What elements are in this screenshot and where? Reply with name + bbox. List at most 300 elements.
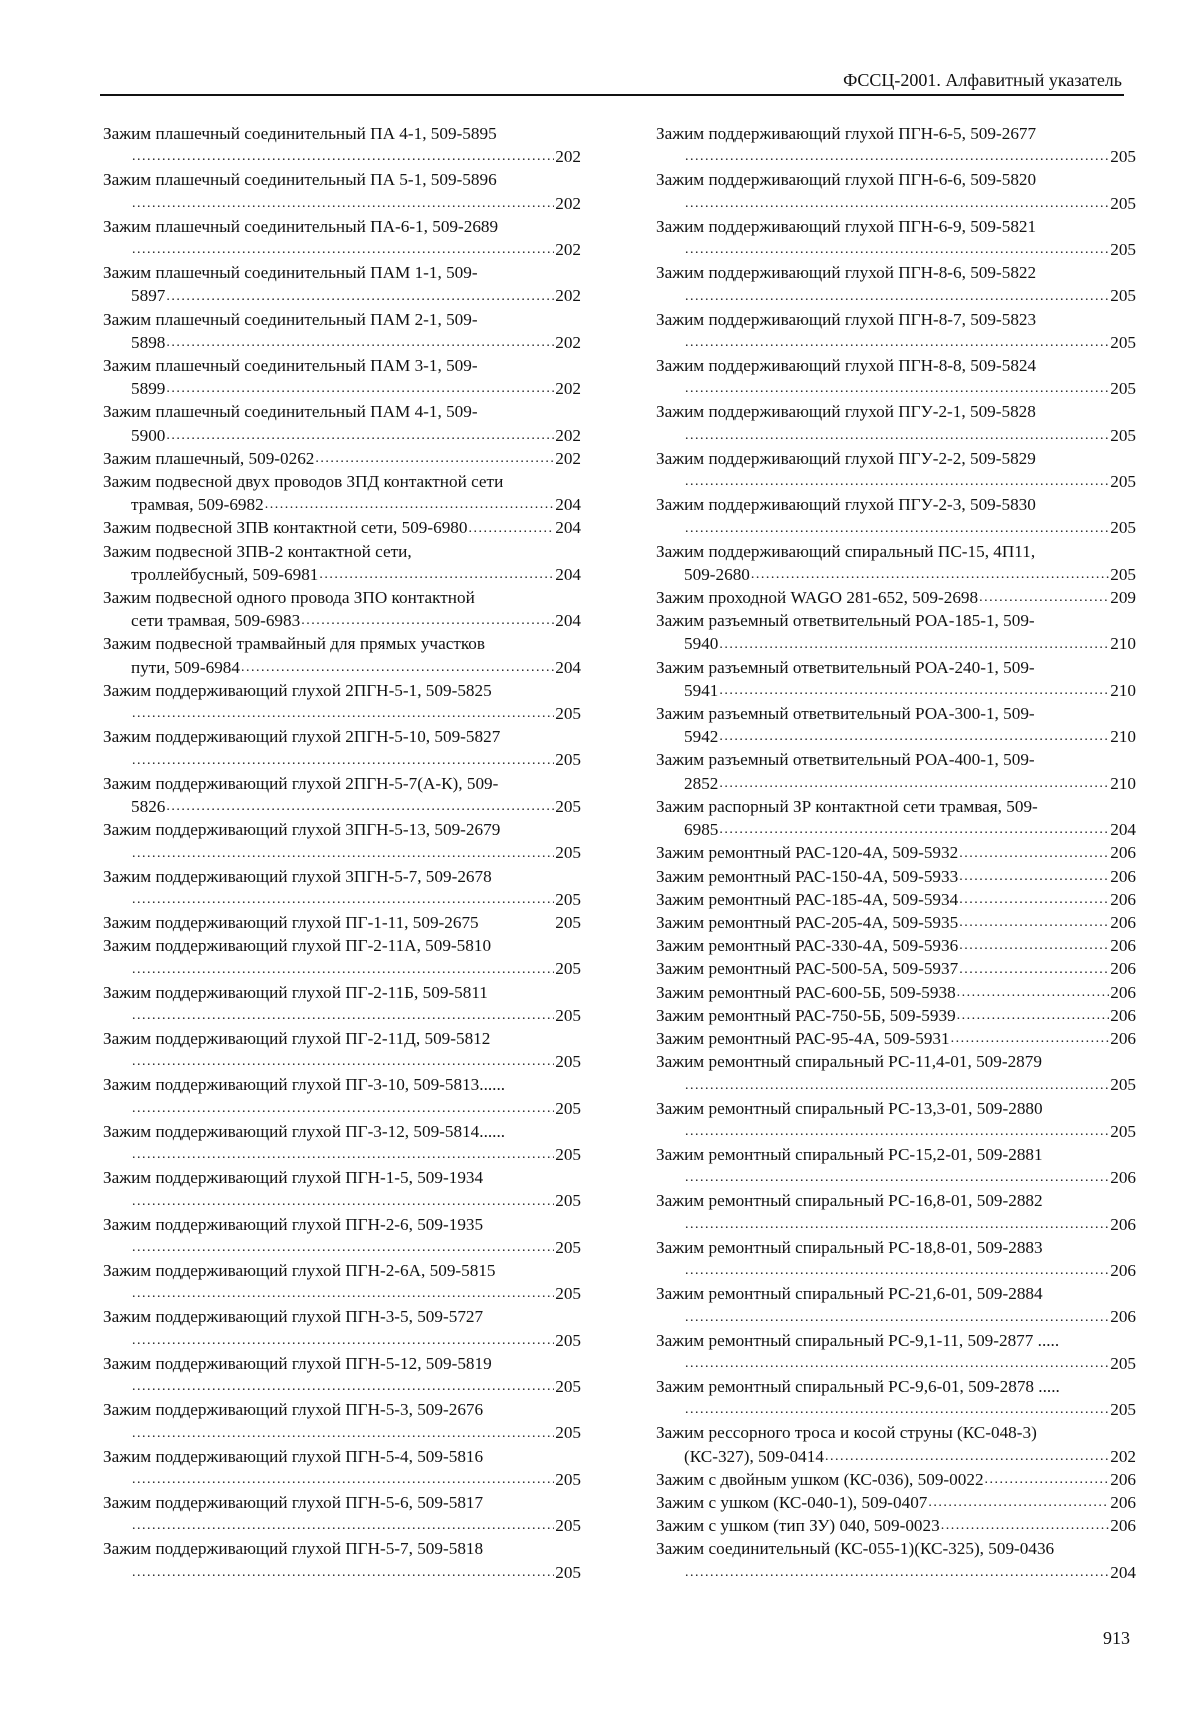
index-entry bbox=[103, 1491, 581, 1537]
entry-page: 210 bbox=[1110, 680, 1136, 700]
entry-page: 205 bbox=[555, 1516, 581, 1536]
entry-page: 206 bbox=[1110, 1214, 1136, 1234]
leader-dots bbox=[685, 1213, 1109, 1236]
entry-term: Зажим подвесной двух проводов ЗПД контактной сети bbox=[103, 472, 504, 492]
index-entry bbox=[103, 516, 581, 539]
index-entry bbox=[656, 1189, 1136, 1235]
leader-dots bbox=[132, 192, 554, 215]
entry-page: 206 bbox=[1110, 1028, 1136, 1048]
index-entry bbox=[103, 400, 581, 446]
index-entry bbox=[656, 1282, 1136, 1328]
index-entry bbox=[656, 1514, 1136, 1537]
entry-term: Зажим ремонтный РАС-120-4А, 509-5932 bbox=[656, 843, 959, 863]
entry-page: 210 bbox=[1110, 727, 1136, 747]
index-entry bbox=[103, 1445, 581, 1491]
index-entry bbox=[656, 957, 1136, 980]
entry-term: Зажим поддерживающий глухой ПГ-1-11, 509-2675 bbox=[103, 912, 479, 932]
index-entry bbox=[656, 1329, 1136, 1375]
leader-dots bbox=[685, 285, 1109, 308]
index-entry bbox=[656, 1468, 1136, 1491]
entry-page: 206 bbox=[1110, 1005, 1136, 1025]
entry-term-continued: пути, 509-6984 bbox=[131, 657, 240, 677]
index-entry bbox=[656, 400, 1136, 446]
entry-term-continued: 5940 bbox=[684, 634, 719, 654]
leader-dots bbox=[132, 749, 554, 772]
entry-page: 206 bbox=[1110, 889, 1136, 909]
entry-page: 205 bbox=[1110, 193, 1136, 213]
entry-term-continued: 5942 bbox=[684, 727, 719, 747]
entry-term: Зажим с ушком (КС-040-1), 509-0407 bbox=[656, 1492, 928, 1512]
leader-dots bbox=[132, 1004, 554, 1027]
entry-term: Зажим подвесной одного провода ЗПО контактной bbox=[103, 588, 475, 608]
entry-page: 205 bbox=[555, 750, 581, 770]
index-entry bbox=[103, 470, 581, 516]
leader-dots bbox=[132, 238, 554, 261]
entry-term-continued: сети трамвая, 509-6983 bbox=[131, 611, 301, 631]
index-entry bbox=[103, 1537, 581, 1583]
leader-dots bbox=[685, 377, 1109, 400]
index-entry bbox=[656, 1027, 1136, 1050]
leader-dots bbox=[959, 888, 1109, 911]
entry-page: 205 bbox=[1110, 240, 1136, 260]
index-entry bbox=[103, 818, 581, 864]
entry-page: 202 bbox=[555, 425, 581, 445]
leader-dots bbox=[132, 1050, 554, 1073]
entry-term: Зажим поддерживающий глухой ПГН-3-5, 509-5727 bbox=[103, 1307, 484, 1327]
entry-term: Зажим поддерживающий глухой ПГН-5-7, 509-5818 bbox=[103, 1539, 484, 1559]
index-entry bbox=[656, 656, 1136, 702]
entry-page: 205 bbox=[555, 1562, 581, 1582]
entry-page: 205 bbox=[555, 1423, 581, 1443]
entry-term: Зажим плашечный соединительный ПАМ 2-1, 509- bbox=[103, 309, 478, 329]
index-entry bbox=[103, 1352, 581, 1398]
entry-term: Зажим ремонтный РАС-185-4А, 509-5934 bbox=[656, 889, 959, 909]
entry-page: 204 bbox=[555, 657, 581, 677]
index-entry bbox=[656, 122, 1136, 168]
index-entry bbox=[103, 981, 581, 1027]
entry-page: 205 bbox=[1110, 332, 1136, 352]
entry-page: 204 bbox=[1110, 1562, 1136, 1582]
index-entry bbox=[656, 1537, 1136, 1583]
leader-dots bbox=[685, 1561, 1109, 1584]
entry-term: Зажим с ушком (тип ЗУ) 040, 509-0023 bbox=[656, 1516, 940, 1536]
entry-term: Зажим проходной WAGO 281-652, 509-2698 bbox=[656, 588, 979, 608]
entry-page: 205 bbox=[555, 704, 581, 724]
entry-page: 205 bbox=[555, 1052, 581, 1072]
leader-dots bbox=[941, 1514, 1110, 1537]
entry-term-continued: 6985 bbox=[684, 820, 719, 840]
leader-dots bbox=[719, 679, 1109, 702]
entry-page: 205 bbox=[555, 843, 581, 863]
index-entry bbox=[656, 1236, 1136, 1282]
entry-term: Зажим подвесной трамвайный для прямых участков bbox=[103, 634, 486, 654]
leader-dots bbox=[685, 1398, 1109, 1421]
header-title: ФССЦ-2001. Алфавитный указатель bbox=[843, 70, 1122, 90]
entry-page: 205 bbox=[555, 1237, 581, 1257]
leader-dots bbox=[685, 192, 1109, 215]
entry-term-continued: 5900 bbox=[131, 425, 166, 445]
entry-term: Зажим ремонтный спиральный РС-9,1-11, 509-2877 ..... bbox=[656, 1330, 1060, 1350]
leader-dots bbox=[315, 447, 554, 470]
entry-term: Зажим поддерживающий глухой ПГН-2-6А, 509-5815 bbox=[103, 1260, 496, 1280]
entry-term: Зажим поддерживающий глухой 2ПГН-5-10, 509-5827 bbox=[103, 727, 501, 747]
index-entry bbox=[103, 540, 581, 586]
leader-dots bbox=[132, 145, 554, 168]
entry-term: Зажим поддерживающий глухой ПГН-5-3, 509-2676 bbox=[103, 1400, 484, 1420]
leader-dots bbox=[959, 842, 1109, 865]
entry-page: 206 bbox=[1110, 912, 1136, 932]
index-entry bbox=[103, 725, 581, 771]
index-entry bbox=[656, 215, 1136, 261]
index-entry bbox=[656, 168, 1136, 214]
entry-page: 205 bbox=[555, 959, 581, 979]
entry-page: 205 bbox=[1110, 1075, 1136, 1095]
entry-page: 205 bbox=[1110, 518, 1136, 538]
entry-term: Зажим поддерживающий глухой ПГН-6-5, 509-2677 bbox=[656, 124, 1037, 143]
entry-page: 204 bbox=[555, 564, 581, 584]
entry-page: 202 bbox=[555, 147, 581, 167]
entry-term: Зажим соединительный (КС-055-1)(КС-325), 509-0436 bbox=[656, 1539, 1055, 1559]
index-entry bbox=[656, 1375, 1136, 1421]
leader-dots bbox=[959, 911, 1109, 934]
entry-page: 205 bbox=[555, 1098, 581, 1118]
index-entry bbox=[656, 1421, 1136, 1467]
entry-term: Зажим поддерживающий глухой ПГ-2-11Б, 509-5811 bbox=[103, 982, 488, 1002]
entry-term: Зажим поддерживающий глухой 3ПГН-5-13, 509-2679 bbox=[103, 820, 501, 840]
entry-page: 205 bbox=[1110, 286, 1136, 306]
entry-page: 202 bbox=[555, 286, 581, 306]
entry-term: Зажим плашечный соединительный ПАМ 3-1, 509- bbox=[103, 356, 478, 376]
entry-page: 205 bbox=[555, 1284, 581, 1304]
entry-term: Зажим поддерживающий глухой ПГН-8-6, 509-5822 bbox=[656, 263, 1037, 283]
index-entry bbox=[103, 1259, 581, 1305]
index-entry bbox=[656, 1491, 1136, 1514]
entry-page: 206 bbox=[1110, 843, 1136, 863]
entry-term: Зажим разъемный ответвительный РОА-400-1, 509- bbox=[656, 750, 1035, 770]
entry-term: Зажим поддерживающий глухой ПГН-6-9, 509-5821 bbox=[656, 216, 1037, 236]
index-entry bbox=[103, 261, 581, 307]
entry-page: 204 bbox=[555, 518, 581, 538]
leader-dots bbox=[951, 1027, 1110, 1050]
entry-page: 204 bbox=[1110, 820, 1136, 840]
entry-term: Зажим поддерживающий глухой ПГУ-2-2, 509-5829 bbox=[656, 448, 1036, 468]
leader-dots bbox=[166, 377, 554, 400]
index-entry bbox=[656, 1050, 1136, 1096]
leader-dots bbox=[241, 656, 554, 679]
entry-term: Зажим ремонтный спиральный РС-16,8-01, 509-2882 bbox=[656, 1191, 1043, 1211]
entry-term: Зажим ремонтный РАС-500-5А, 509-5937 bbox=[656, 959, 959, 979]
entry-term: Зажим поддерживающий глухой ПГН-5-4, 509-5816 bbox=[103, 1446, 484, 1466]
leader-dots bbox=[132, 1236, 554, 1259]
leader-dots bbox=[132, 958, 554, 981]
leader-dots bbox=[685, 145, 1109, 168]
index-entry bbox=[103, 865, 581, 911]
leader-dots bbox=[957, 1004, 1110, 1027]
leader-dots bbox=[719, 772, 1109, 795]
entry-page: 205 bbox=[1110, 425, 1136, 445]
entry-term: Зажим плашечный соединительный ПА-6-1, 509-2689 bbox=[103, 216, 499, 236]
entry-page: 205 bbox=[1110, 147, 1136, 167]
entry-term: Зажим поддерживающий глухой ПГН-5-12, 509-5819 bbox=[103, 1353, 492, 1373]
index-entry bbox=[103, 447, 581, 470]
index-entry bbox=[656, 540, 1136, 586]
entry-page: 210 bbox=[1110, 773, 1136, 793]
entry-page: 205 bbox=[555, 1469, 581, 1489]
entry-page: 206 bbox=[1110, 1516, 1136, 1536]
entry-page: 204 bbox=[555, 495, 581, 515]
entry-term: Зажим ремонтный РАС-330-4А, 509-5936 bbox=[656, 936, 959, 956]
index-entry bbox=[656, 586, 1136, 609]
leader-dots bbox=[685, 1306, 1109, 1329]
entry-term: Зажим поддерживающий глухой ПГУ-2-3, 509-5830 bbox=[656, 495, 1036, 515]
entry-term: Зажим поддерживающий глухой ПГН-5-6, 509-5817 bbox=[103, 1492, 484, 1512]
leader-dots bbox=[469, 517, 555, 540]
leader-dots bbox=[719, 633, 1109, 656]
index-entry bbox=[103, 1398, 581, 1444]
leader-dots bbox=[265, 493, 555, 516]
entry-term-continued: 5897 bbox=[131, 286, 166, 306]
entry-term: Зажим ремонтный РАС-600-5Б, 509-5938 bbox=[656, 982, 956, 1002]
index-entry bbox=[656, 865, 1136, 888]
index-entry bbox=[656, 261, 1136, 307]
index-entry bbox=[103, 215, 581, 261]
entry-page: 205 bbox=[555, 1191, 581, 1211]
entry-term: Зажим ремонтный спиральный РС-15,2-01, 509-2881 bbox=[656, 1144, 1043, 1164]
leader-dots bbox=[685, 1120, 1109, 1143]
entry-term-continued: 5898 bbox=[131, 332, 166, 352]
leader-dots bbox=[166, 795, 554, 818]
index-entry bbox=[656, 493, 1136, 539]
leader-dots bbox=[685, 517, 1109, 540]
entry-term: Зажим поддерживающий глухой ПГН-2-6, 509-1935 bbox=[103, 1214, 484, 1234]
entry-term: Зажим ремонтный спиральный РС-13,3-01, 509-2880 bbox=[656, 1098, 1043, 1118]
entry-term: Зажим ремонтный РАС-205-4А, 509-5935 bbox=[656, 912, 959, 932]
entry-page: 206 bbox=[1110, 982, 1136, 1002]
page-number: 913 bbox=[1103, 1628, 1130, 1648]
index-entry bbox=[656, 888, 1136, 911]
entry-page: 206 bbox=[1110, 1260, 1136, 1280]
entry-term: Зажим с двойным ушком (КС-036), 509-0022 bbox=[656, 1469, 984, 1489]
entry-term: Зажим поддерживающий глухой 3ПГН-5-7, 509-2678 bbox=[103, 866, 492, 886]
entry-term: Зажим поддерживающий глухой ПГН-6-6, 509-5820 bbox=[656, 170, 1037, 190]
entry-term: Зажим поддерживающий глухой ПГ-3-10, 509-5813...... bbox=[103, 1075, 506, 1095]
index-entry bbox=[656, 1004, 1136, 1027]
entry-page: 205 bbox=[555, 1005, 581, 1025]
leader-dots bbox=[166, 424, 554, 447]
leader-dots bbox=[685, 470, 1109, 493]
index-entry bbox=[656, 354, 1136, 400]
entry-page: 206 bbox=[1110, 866, 1136, 886]
entry-term: Зажим поддерживающий глухой ПГН-8-7, 509-5823 bbox=[656, 309, 1037, 329]
entry-term-continued: трамвая, 509-6982 bbox=[131, 495, 264, 515]
entry-term: Зажим разъемный ответвительный РОА-240-1, 509- bbox=[656, 657, 1035, 677]
leader-dots bbox=[132, 1375, 554, 1398]
index-entry bbox=[656, 981, 1136, 1004]
index-entry bbox=[656, 1143, 1136, 1189]
entry-term: Зажим поддерживающий глухой ПГН-8-8, 509-5824 bbox=[656, 356, 1037, 376]
index-entry bbox=[103, 1027, 581, 1073]
leader-dots bbox=[751, 563, 1109, 586]
entry-page: 205 bbox=[1110, 472, 1136, 492]
entry-page: 205 bbox=[555, 1376, 581, 1396]
index-entry bbox=[656, 1097, 1136, 1143]
leader-dots bbox=[985, 1468, 1110, 1491]
entry-term: Зажим распорный ЗР контактной сети трамвая, 509- bbox=[656, 796, 1038, 816]
leader-dots bbox=[132, 1422, 554, 1445]
entry-term: Зажим плашечный соединительный ПА 5-1, 509-5896 bbox=[103, 170, 497, 190]
index-entry bbox=[103, 772, 581, 818]
leader-dots bbox=[132, 1329, 554, 1352]
leader-dots bbox=[166, 331, 554, 354]
index-entry bbox=[103, 911, 581, 934]
leader-dots bbox=[959, 934, 1109, 957]
index-entry bbox=[103, 1073, 581, 1119]
entry-page: 205 bbox=[1110, 1400, 1136, 1420]
index-entry bbox=[103, 586, 581, 632]
index-entry bbox=[103, 632, 581, 678]
entry-term: Зажим плашечный соединительный ПАМ 1-1, 509- bbox=[103, 263, 478, 283]
entry-term: Зажим поддерживающий глухой ПГ-2-11Д, 509-5812 bbox=[103, 1028, 491, 1048]
entry-term: Зажим поддерживающий глухой 2ПГН-5-1, 509-5825 bbox=[103, 680, 492, 700]
leader-dots bbox=[132, 1143, 554, 1166]
header-rule bbox=[100, 94, 1124, 96]
entry-term: Зажим поддерживающий глухой ПГН-1-5, 509-1934 bbox=[103, 1168, 484, 1188]
entry-page: 205 bbox=[555, 889, 581, 909]
entry-page: 202 bbox=[555, 379, 581, 399]
entry-term: Зажим подвесной ЗПВ контактной сети, 509-6980 bbox=[103, 518, 468, 538]
index-entry bbox=[103, 1120, 581, 1166]
entry-term-continued: 509-2680 bbox=[684, 564, 750, 584]
leader-dots bbox=[132, 888, 554, 911]
entry-term: Зажим поддерживающий глухой ПГ-2-11А, 509-5810 bbox=[103, 936, 492, 956]
index-entry bbox=[656, 308, 1136, 354]
entry-term: Зажим подвесной ЗПВ-2 контактной сети, bbox=[103, 541, 412, 561]
entry-page: 205 bbox=[555, 1330, 581, 1350]
entry-term: Зажим разъемный ответвительный РОА-185-1, 509- bbox=[656, 611, 1035, 631]
leader-dots bbox=[132, 702, 554, 725]
entry-term: Зажим ремонтный РАС-95-4А, 509-5931 bbox=[656, 1028, 950, 1048]
entry-term-continued: 5941 bbox=[684, 680, 719, 700]
entry-page: 210 bbox=[1110, 634, 1136, 654]
leader-dots bbox=[685, 1259, 1109, 1282]
index-entry bbox=[656, 748, 1136, 794]
leader-dots bbox=[685, 331, 1109, 354]
entry-page: 205 bbox=[555, 1144, 581, 1164]
entry-term: Зажим ремонтный спиральный РС-11,4-01, 509-2879 bbox=[656, 1052, 1042, 1072]
leader-dots bbox=[979, 586, 1109, 609]
index-entry bbox=[103, 354, 581, 400]
index-entry bbox=[656, 841, 1136, 864]
leader-dots bbox=[825, 1445, 1109, 1468]
entry-page: 206 bbox=[1110, 1492, 1136, 1512]
entry-term-continued: 5826 bbox=[131, 796, 166, 816]
entry-page: 205 bbox=[555, 912, 581, 932]
index-entry bbox=[656, 795, 1136, 841]
index-entry bbox=[103, 1166, 581, 1212]
index-column-right bbox=[656, 122, 1136, 1584]
index-entry bbox=[656, 447, 1136, 493]
leader-dots bbox=[132, 1282, 554, 1305]
leader-dots bbox=[957, 981, 1110, 1004]
leader-dots bbox=[719, 818, 1109, 841]
index-entry bbox=[656, 702, 1136, 748]
leader-dots bbox=[132, 1514, 554, 1537]
entry-term: Зажим плашечный соединительный ПА 4-1, 509-5895 bbox=[103, 124, 497, 143]
leader-dots bbox=[132, 1190, 554, 1213]
entry-term: Зажим поддерживающий глухой 2ПГН-5-7(А-К), 509- bbox=[103, 773, 499, 793]
entry-term: Зажим поддерживающий глухой ПГУ-2-1, 509-5828 bbox=[656, 402, 1036, 422]
entry-term: Зажим ремонтный спиральный РС-18,8-01, 509-2883 bbox=[656, 1237, 1043, 1257]
entry-page: 205 bbox=[1110, 379, 1136, 399]
leader-dots bbox=[719, 725, 1109, 748]
index-entry bbox=[103, 122, 581, 168]
leader-dots bbox=[166, 285, 554, 308]
index-entry bbox=[656, 609, 1136, 655]
leader-dots bbox=[959, 958, 1109, 981]
entry-page: 206 bbox=[1110, 1307, 1136, 1327]
leader-dots bbox=[319, 563, 554, 586]
leader-dots bbox=[685, 238, 1109, 261]
entry-page: 204 bbox=[555, 611, 581, 631]
index-entry bbox=[103, 679, 581, 725]
leader-dots bbox=[132, 1097, 554, 1120]
leader-dots bbox=[132, 842, 554, 865]
entry-page: 202 bbox=[555, 240, 581, 260]
index-entry bbox=[103, 934, 581, 980]
entry-term: Зажим разъемный ответвительный РОА-300-1, 509- bbox=[656, 704, 1035, 724]
leader-dots bbox=[685, 1074, 1109, 1097]
entry-term: Зажим рессорного троса и косой струны (КС-048-3) bbox=[656, 1423, 1037, 1443]
entry-page: 206 bbox=[1110, 959, 1136, 979]
leader-dots bbox=[301, 609, 554, 632]
entry-term-continued: троллейбусный, 509-6981 bbox=[131, 564, 319, 584]
leader-dots bbox=[685, 1352, 1109, 1375]
entry-term: Зажим плашечный, 509-0262 bbox=[103, 448, 315, 468]
entry-term: Зажим поддерживающий глухой ПГ-3-12, 509-5814...... bbox=[103, 1121, 506, 1141]
entry-term: Зажим ремонтный спиральный РС-21,6-01, 509-2884 bbox=[656, 1284, 1043, 1304]
entry-term: Зажим плашечный соединительный ПАМ 4-1, 509- bbox=[103, 402, 478, 422]
leader-dots bbox=[685, 1166, 1109, 1189]
entry-term-continued: (КС-327), 509-0414 bbox=[684, 1446, 824, 1466]
leader-dots bbox=[132, 1561, 554, 1584]
entry-page: 205 bbox=[1110, 1121, 1136, 1141]
entry-page: 202 bbox=[555, 448, 581, 468]
leader-dots bbox=[685, 424, 1109, 447]
entry-page: 202 bbox=[555, 332, 581, 352]
entry-page: 205 bbox=[1110, 1353, 1136, 1373]
entry-page: 209 bbox=[1110, 588, 1136, 608]
index-entry bbox=[656, 934, 1136, 957]
leader-dots bbox=[928, 1491, 1109, 1514]
index-entry bbox=[103, 1213, 581, 1259]
entry-page: 202 bbox=[555, 193, 581, 213]
entry-page: 206 bbox=[1110, 936, 1136, 956]
entry-term-continued: 5899 bbox=[131, 379, 166, 399]
entry-page: 202 bbox=[1110, 1446, 1136, 1466]
leader-dots bbox=[132, 1468, 554, 1491]
entry-term-continued: 2852 bbox=[684, 773, 719, 793]
entry-page: 206 bbox=[1110, 1469, 1136, 1489]
entry-term: Зажим ремонтный спиральный РС-9,6-01, 509-2878 ..... bbox=[656, 1376, 1060, 1396]
entry-term: Зажим ремонтный РАС-150-4А, 509-5933 bbox=[656, 866, 959, 886]
leader-dots bbox=[959, 865, 1109, 888]
running-header bbox=[100, 68, 1122, 92]
index-column-left bbox=[103, 122, 581, 1584]
index-entry bbox=[103, 168, 581, 214]
index-entry bbox=[103, 1305, 581, 1351]
entry-page: 205 bbox=[555, 796, 581, 816]
entry-term: Зажим поддерживающий спиральный ПС-15, 4П11, bbox=[656, 541, 1036, 561]
